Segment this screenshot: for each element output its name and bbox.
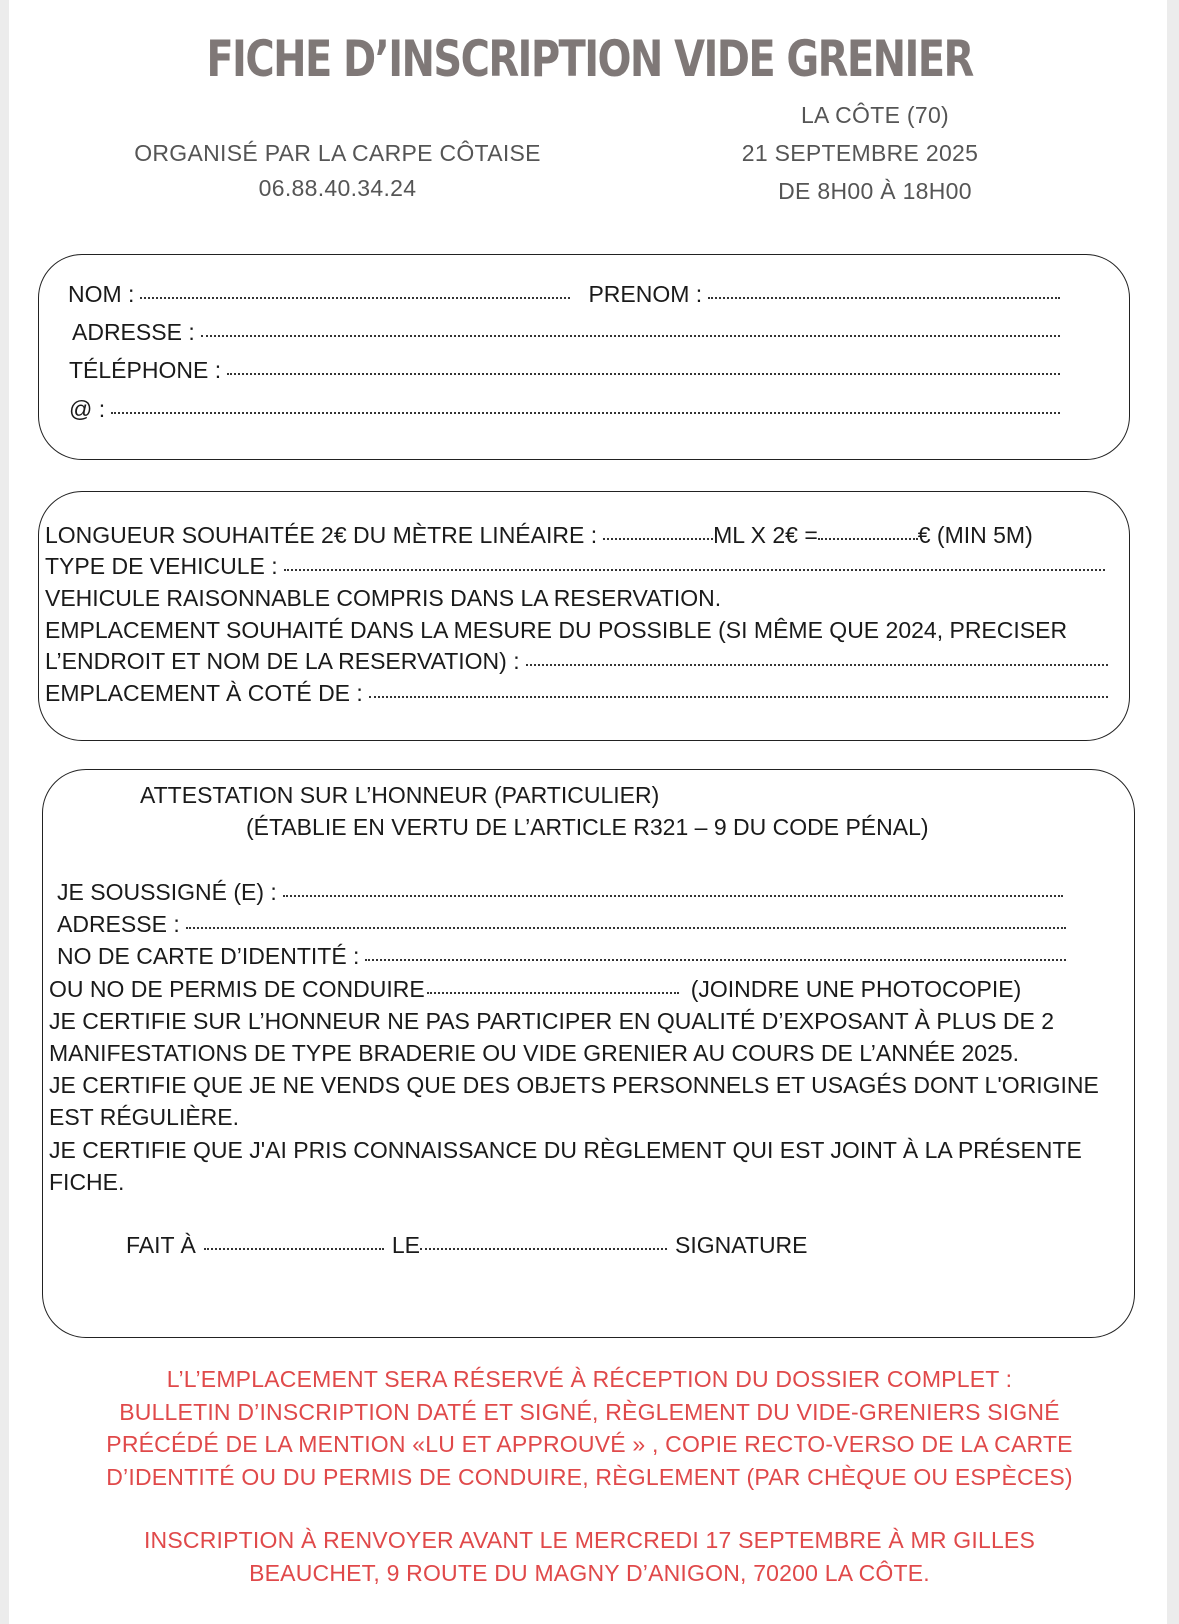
carte-row: [57, 942, 1066, 970]
adresse-row: [72, 318, 1060, 346]
permis-row: [49, 975, 1021, 1003]
fait-row: [126, 1231, 808, 1259]
organizer-block: [120, 136, 555, 206]
nom-field[interactable]: [140, 297, 570, 299]
vehicule-type-row: [45, 552, 1105, 580]
notice-line-2: BULLETIN D’INSCRIPTION DATÉ ET SIGNÉ, RÈGLEMENT DU VIDE-GRENIERS SIGNÉ: [119, 1398, 1060, 1425]
organizer-name: ORGANISÉ PAR LA CARPE CÔTAISE: [134, 140, 541, 166]
vehicule-type-field[interactable]: [284, 569, 1105, 571]
fait-label: FAIT À: [126, 1232, 196, 1258]
attestation-subheading: (ÉTABLIE EN VERTU DE L’ARTICLE R321 – 9 DU CODE PÉNAL): [246, 814, 929, 840]
telephone-field[interactable]: [227, 373, 1060, 375]
cert2-line-b: EST RÉGULIÈRE.: [49, 1104, 240, 1130]
adresse-field[interactable]: [201, 335, 1060, 337]
notice-line-4: D’IDENTITÉ OU DU PERMIS DE CONDUIRE, RÈGLEMENT (PAR CHÈQUE OU ESPÈCES): [106, 1463, 1073, 1490]
deadline-block: [0, 1524, 1179, 1589]
deadline-line-2: BEAUCHET, 9 ROUTE DU MAGNY D’ANIGON, 70200 LA CÔTE.: [249, 1559, 930, 1586]
email-field[interactable]: [111, 412, 1060, 414]
adresse-label: ADRESSE :: [72, 319, 195, 345]
email-row: [69, 395, 1060, 423]
cert1-line-b: MANIFESTATIONS DE TYPE BRADERIE OU VIDE GRENIER AU COURS DE L’ANNÉE 2025.: [49, 1040, 1020, 1066]
carte-field[interactable]: [365, 959, 1066, 961]
emplacement-cote-label: EMPLACEMENT À COTÉ DE :: [45, 680, 363, 706]
event-hours: DE 8H00 À 18H00: [778, 178, 972, 204]
notice-line-3: PRÉCÉDÉ DE LA MENTION «LU ET APPROUVÉ » , COPIE RECTO-VERSO DE LA CARTE: [106, 1431, 1073, 1457]
nom-label: NOM :: [68, 281, 135, 307]
telephone-label: TÉLÉPHONE :: [69, 357, 222, 383]
attestation-heading: ATTESTATION SUR L’HONNEUR (PARTICULIER): [140, 782, 660, 808]
carte-label: NO DE CARTE D’IDENTITÉ :: [57, 943, 360, 969]
emplacement-cote-field[interactable]: [369, 696, 1108, 698]
photocopie-label: (JOINDRE UNE PHOTOCOPIE): [690, 976, 1022, 1002]
notice-line-1: L’L’EMPLACEMENT SERA RÉSERVÉ À RÉCEPTION DU DOSSIER COMPLET :: [166, 1366, 1013, 1392]
deadline-line-1: INSCRIPTION À RENVOYER AVANT LE MERCREDI 17 SEPTEMBRE À MR GILLES: [143, 1527, 1036, 1553]
emplacement-line-2: L’ENDROIT ET NOM DE LA RESERVATION) :: [45, 648, 520, 674]
cert3-line-b: FICHE.: [49, 1169, 125, 1195]
cert1-line-a: JE CERTIFIE SUR L’HONNEUR NE PAS PARTICIPER EN QUALITÉ D’EXPOSANT À PLUS DE 2: [49, 1008, 1055, 1034]
emplacement-field[interactable]: [526, 664, 1108, 666]
prenom-label: PRENOM :: [588, 281, 703, 307]
permis-label: OU NO DE PERMIS DE CONDUIRE: [49, 976, 425, 1002]
notice-block: [0, 1363, 1179, 1493]
fait-field[interactable]: [204, 1248, 384, 1250]
telephone-row: [69, 356, 1060, 384]
page-title: FICHE D’INSCRIPTION VIDE GRENIER: [206, 30, 973, 88]
nom-prenom-row: [68, 280, 1060, 308]
emplacement-row-2: [45, 647, 1108, 675]
emplacement-line-1: EMPLACEMENT SOUHAITÉ DANS LA MESURE DU POSSIBLE (SI MÊME QUE 2024, PRECISER: [45, 617, 1068, 643]
le-label: LE: [391, 1232, 421, 1258]
longueur-row: [45, 521, 1085, 549]
total-field[interactable]: [818, 538, 918, 540]
ml-label: ML X 2€ =: [713, 522, 818, 548]
permis-field[interactable]: [427, 992, 679, 994]
le-field[interactable]: [420, 1248, 667, 1250]
attestation-adresse-row: [57, 910, 1066, 938]
cert3-line-a: JE CERTIFIE QUE J'AI PRIS CONNAISSANCE DU RÈGLEMENT QUI EST JOINT À LA PRÉSENTE: [49, 1137, 1082, 1163]
longueur-label: LONGUEUR SOUHAITÉE 2€ DU MÈTRE LINÉAIRE :: [45, 522, 598, 548]
euro-min-label: € (MIN 5M): [917, 522, 1033, 548]
event-location: LA CÔTE (70): [800, 102, 950, 128]
event-date: 21 SEPTEMBRE 2025: [741, 140, 979, 166]
vehicule-note: VEHICULE RAISONNABLE COMPRIS DANS LA RESERVATION.: [45, 585, 722, 611]
longueur-field[interactable]: [603, 538, 713, 540]
email-label: @ :: [69, 396, 106, 422]
attestation-adresse-label: ADRESSE :: [57, 911, 180, 937]
soussigne-label: JE SOUSSIGNÉ (E) :: [57, 879, 277, 905]
soussigne-row: [57, 878, 1063, 906]
cert2-line-a: JE CERTIFIE QUE JE NE VENDS QUE DES OBJETS PERSONNELS ET USAGÉS DONT L'ORIGINE: [49, 1072, 1099, 1098]
attestation-adresse-field[interactable]: [186, 927, 1066, 929]
event-info-block: [740, 96, 1010, 210]
signature-label: SIGNATURE: [675, 1232, 808, 1258]
emplacement-cote-row: [45, 679, 1108, 707]
prenom-field[interactable]: [708, 297, 1060, 299]
soussigne-field[interactable]: [283, 895, 1063, 897]
vehicule-type-label: TYPE DE VEHICULE :: [45, 553, 278, 579]
organizer-phone: 06.88.40.34.24: [258, 175, 417, 201]
